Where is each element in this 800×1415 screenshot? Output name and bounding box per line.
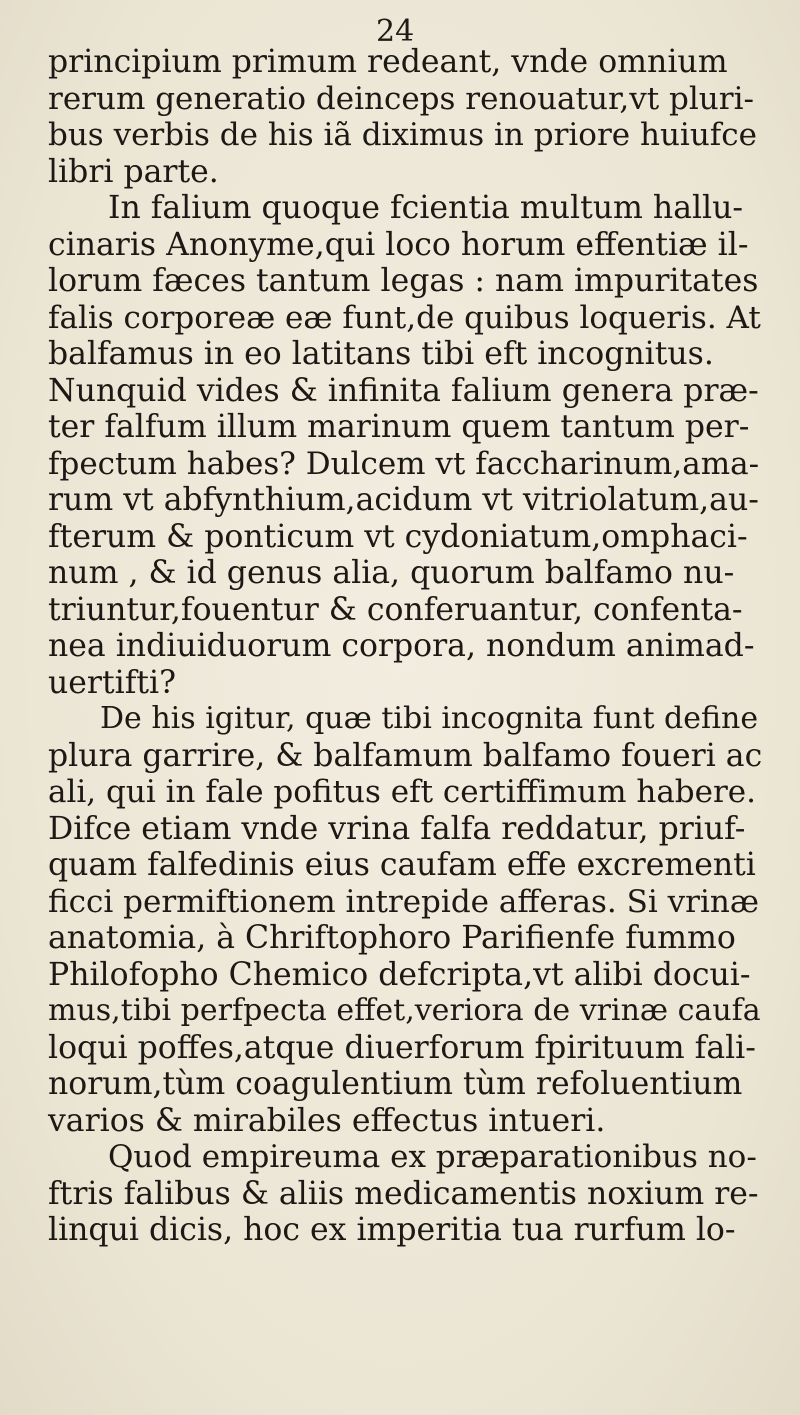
text-line: norum,tùm coagulentium tùm refoluentium bbox=[48, 1066, 743, 1102]
text-line: rerum generatio deinceps renouatur,vt pluri- bbox=[48, 80, 754, 117]
text-line: quam falfedinis eius caufam effe excrementi bbox=[48, 847, 756, 883]
paragraph-1 bbox=[48, 44, 763, 190]
paragraph-2 bbox=[48, 190, 763, 701]
text-line: balfamus in eo latitans tibi eft incognitus. bbox=[48, 336, 714, 372]
text-line: ficci permiftionem intrepide afferas. Si vrinæ bbox=[48, 883, 759, 920]
text-line: ter falfum illum marinum quem tantum per- bbox=[48, 409, 750, 445]
text-line: loqui poffes,atque diuerforum fpirituum fali- bbox=[48, 1029, 756, 1066]
page-number: 24 bbox=[376, 14, 415, 49]
text-line: lorum fæces tantum legas : nam impuritates bbox=[48, 263, 759, 299]
text-line: varios & mirabiles effectus intueri. bbox=[48, 1102, 606, 1139]
text-line: linqui dicis, hoc ex imperitia tua rurfum lo- bbox=[48, 1212, 736, 1248]
body-text bbox=[48, 44, 763, 1249]
text-line: In falium quoque fcientia multum hallu- bbox=[108, 190, 744, 226]
text-line: triuntur,fouentur & conferuantur, confenta- bbox=[48, 591, 743, 628]
paragraph-4 bbox=[48, 1139, 763, 1249]
text-line: ftris falibus & aliis medicamentis noxium re- bbox=[48, 1175, 759, 1212]
text-line: falis corporeæ eæ funt,de quibus loqueris. At bbox=[48, 299, 761, 336]
text-line: Nunquid vides & infinita falium genera præ- bbox=[48, 372, 759, 409]
text-line: De his igitur, quæ tibi incognita funt define bbox=[100, 701, 759, 736]
text-line: nea indiuiduorum corpora, nondum animad- bbox=[48, 628, 755, 664]
text-line: principium primum redeant, vnde omnium bbox=[48, 44, 728, 80]
text-line: Quod empireuma ex præparationibus no- bbox=[108, 1139, 757, 1175]
text-line: Difce etiam vnde vrina falfa reddatur, priuf- bbox=[48, 810, 746, 847]
text-line: fterum & ponticum vt cydoniatum,omphaci- bbox=[48, 518, 748, 555]
text-line: num , & id genus alia, quorum balfamo nu- bbox=[48, 555, 735, 591]
text-line: rum vt abfynthium,acidum vt vitriolatum,au- bbox=[48, 482, 759, 518]
text-line: anatomia, à Chriftophoro Parifienfe fummo bbox=[48, 920, 736, 956]
text-line: libri parte. bbox=[48, 153, 219, 190]
text-line: bus verbis de his iã diximus in priore huiufce bbox=[48, 117, 757, 153]
text-line: mus,tibi perfpecta effet,veriora de vrinæ caufa bbox=[48, 993, 761, 1028]
text-line: plura garrire, & balfamum balfamo foueri ac bbox=[48, 737, 763, 774]
text-line: uertifti? bbox=[48, 664, 176, 701]
text-line: cinaris Anonyme,qui loco horum effentiæ il- bbox=[48, 226, 749, 263]
text-line: ali, qui in fale pofitus eft certiffimum habere. bbox=[48, 774, 757, 810]
paragraph-3 bbox=[48, 701, 763, 1139]
text-line: Philofopho Chemico defcripta,vt alibi docui- bbox=[48, 956, 751, 993]
text-line: fpectum habes? Dulcem vt faccharinum,ama- bbox=[48, 445, 760, 482]
